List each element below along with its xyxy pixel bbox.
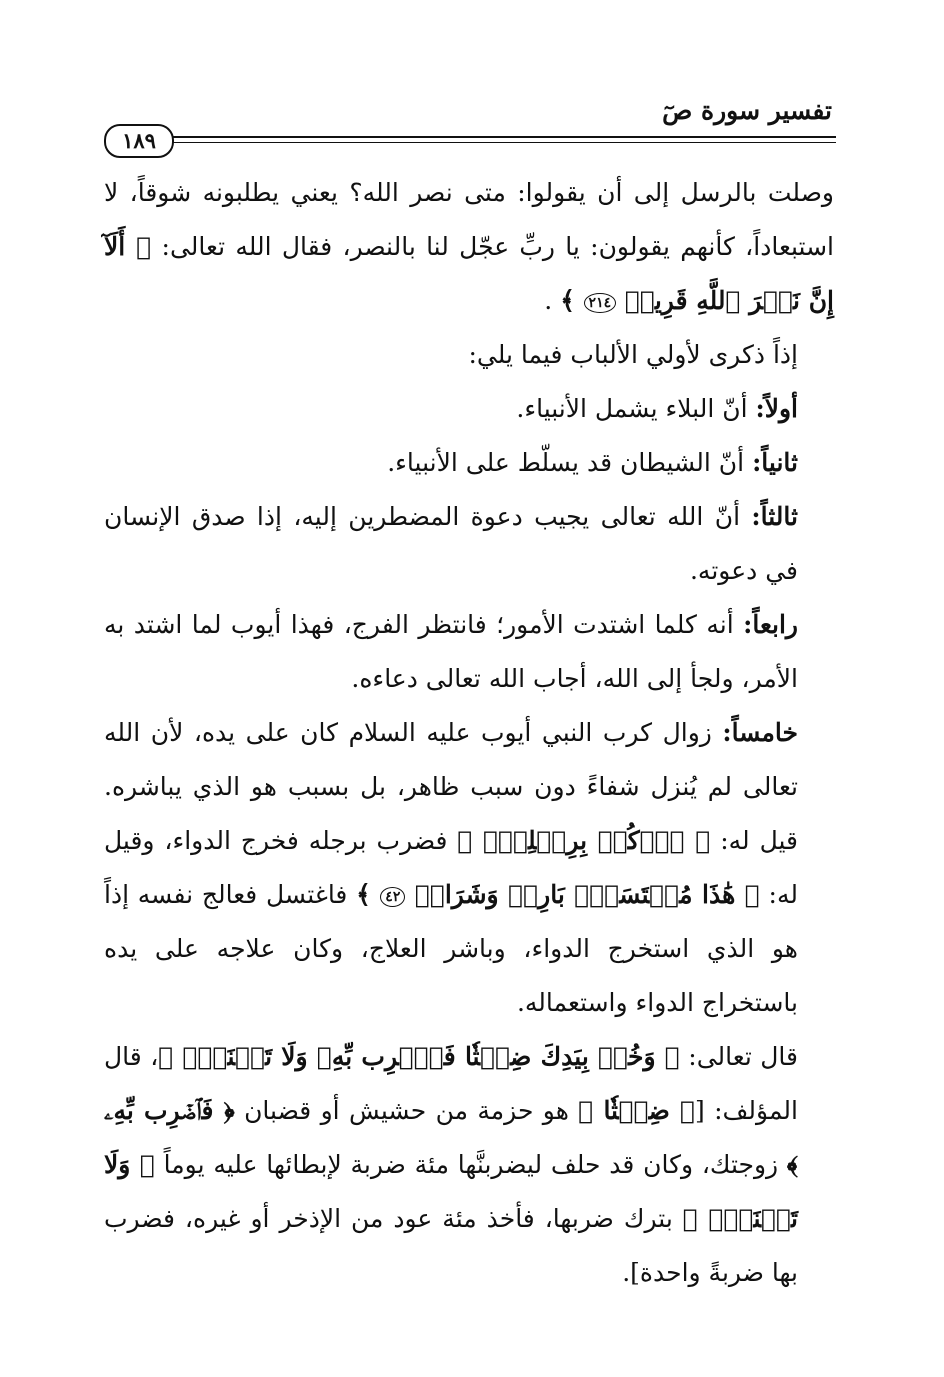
paragraph-1: وصلت بالرسل إلى أن يقولوا: متى نصر الله؟ يعني يطلبونه شوقاً، لا استبعاداً، كأنهم يقولون: يا ربِّ عجّل لنا بالنصر، فقال الله تعالى: ﴿ أَلَآ إِنَّ نَصۡرَ ٱللَّهِ قَرِيبٞ ٢١٤ ﴾ . — [104, 178, 834, 315]
running-header-title: تفسير سورة صٓ — [662, 96, 832, 125]
paragraph-commentary: قال تعالى: ﴿ وَخُذۡ بِيَدِكَ ضِغۡثٗا فَٱضۡرِب بِّهِۦ وَلَا تَحۡنَثۡۗ ﴾، قال المؤلف: [﴿ ضِغۡثٗا ﴾ هو حزمة من حشيش أو قضبان ﴿ فَٱضۡرِب بِّهِۦ ﴾ زوجتك، وكان قد حلف ليضربنَّها مئة ضربة لإبطائها عليه يوماً ﴿ وَلَا تَحۡنَثۡۗ ﴾ بترك ضربها، فأخذ مئة عود من الإذخر أو غيره، فضرب بها ضربةً واحدة]. — [104, 1042, 798, 1287]
point-text: أنّ البلاء يشمل الأنبياء. — [516, 394, 756, 423]
point-lead: ثالثاً: — [751, 502, 798, 531]
point-lead: رابعاً: — [743, 610, 798, 639]
verse-number: ٢١٤ — [584, 293, 617, 313]
point-4 — [104, 598, 834, 706]
point-lead: ثانياً: — [752, 448, 798, 477]
quran-quote: ﴿ وَلَا تَحۡنَثۡۗ ﴾ — [104, 1150, 798, 1233]
quran-quote: ﴿ هَٰذَا مُغۡتَسَلُۢ بَارِدٞ وَشَرَابٞ ٤٢ ﴾ — [356, 880, 760, 909]
point-text: زوال كرب النبي أيوب عليه السلام كان على يده، لأن الله تعالى لم يُنزل شفاءً دون سبب ظاهر، بل بسبب هو الذي يباشره. قيل له: — [104, 718, 798, 855]
quran-quote: ﴿ ضِغۡثٗا ﴾ — [578, 1096, 695, 1125]
quran-quote: ﴿ وَخُذۡ بِيَدِكَ ضِغۡثٗا فَٱضۡرِب بِّهِۦ وَلَا تَحۡنَثۡۗ ﴾ — [158, 1042, 680, 1071]
point-lead: أولاً: — [755, 394, 798, 423]
paragraph-text: وصلت بالرسل إلى أن يقولوا: متى نصر الله؟ يعني يطلبونه شوقاً، لا استبعاداً، كأنهم يقولون: يا ربِّ عجّل لنا بالنصر، فقال الله تعالى: — [104, 178, 834, 261]
quran-quote: ﴿ فَٱضۡرِب بِّهِۦ ﴾ — [104, 1096, 798, 1179]
page-number: ١٨٩ — [104, 124, 174, 158]
paragraph-2: إذاً ذكرى لأولي الألباب فيما يلي: — [468, 340, 798, 369]
point-lead: خامساً: — [722, 718, 798, 747]
point-text: أنّ الله تعالى يجيب دعوة المضطرين إليه، إذا صدق الإنسان في دعوته. — [104, 502, 798, 585]
verse-number: ٤٢ — [380, 887, 405, 907]
point-3 — [104, 490, 834, 598]
point-text: أنه كلما اشتدت الأمور؛ فانتظر الفرج، فهذا أيوب لما اشتد به الأمر، ولجأ إلى الله، أجاب الله تعالى دعاءه. — [104, 610, 798, 693]
point-2 — [104, 436, 834, 490]
point-text: فضرب برجله فخرج الدواء، وقيل له: — [104, 826, 798, 909]
quran-quote: ﴿ ٱرۡكُضۡ بِرِجۡلِكَۖ ﴾ — [457, 826, 711, 855]
point-5 — [104, 706, 834, 1030]
header-rule — [168, 136, 836, 143]
page-body — [104, 166, 834, 1300]
point-text: أنّ الشيطان قد يسلّط على الأنبياء. — [387, 448, 753, 477]
point-text: فاغتسل فعالج نفسه إذاً هو الذي استخرج الدواء، وباشر العلاج، وكان علاجه على يده باستخراج الدواء واستعماله. — [104, 880, 798, 1017]
point-1 — [104, 382, 834, 436]
quran-quote: ﴿ أَلَآ إِنَّ نَصۡرَ ٱللَّهِ قَرِيبٞ ٢١٤ ﴾ — [104, 232, 834, 315]
